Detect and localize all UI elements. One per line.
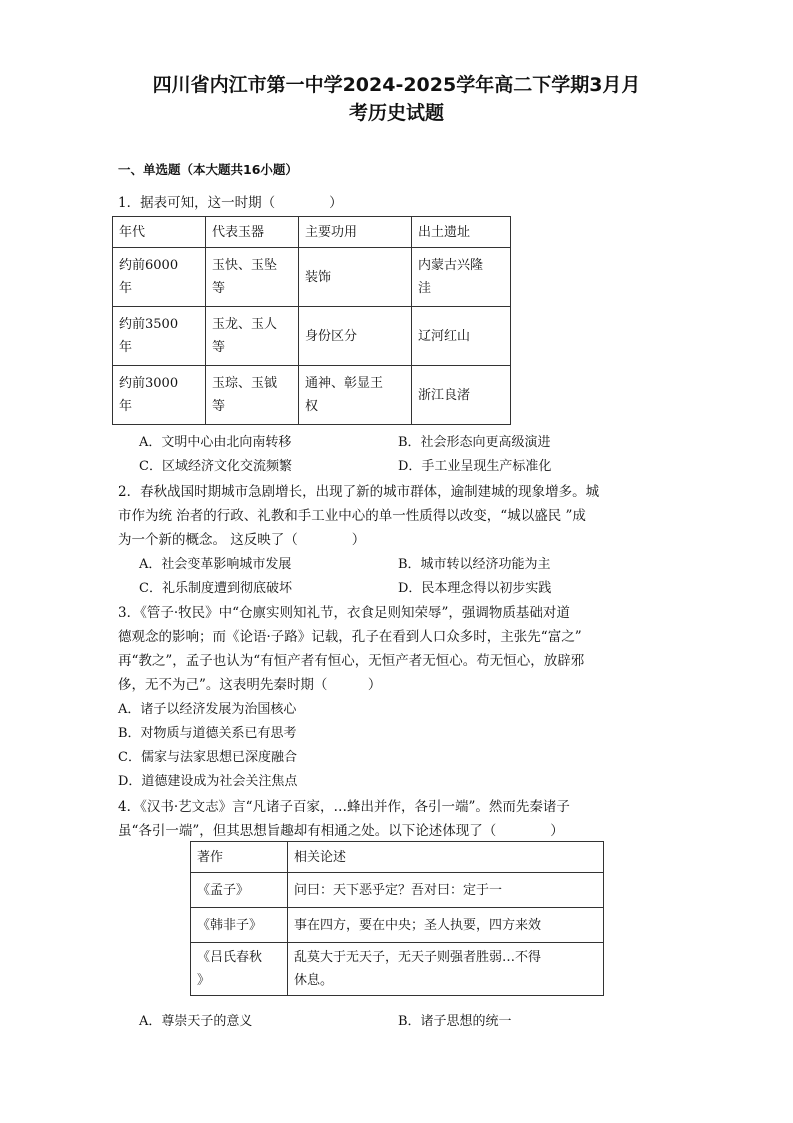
q4-stem-line: 虽“各引一端”，但其思想旨趣却有相通之处。以下论述体现了（ ） <box>118 823 564 839</box>
cell-line: 约前3500 <box>119 317 179 332</box>
table-header-row <box>191 842 604 873</box>
table-cell <box>191 908 288 943</box>
table-cell <box>113 366 206 425</box>
cell-line: 辽河红山 <box>418 328 471 344</box>
cell-line: 《吕氏春秋 <box>197 950 263 965</box>
q4-option-a[interactable]: A．尊崇天子的意义 <box>139 1014 253 1029</box>
q4-stem-line: 4．《汉书·艺文志》言“凡诸子百家，…蜂出并作，各引一端”。然而先秦诸子 <box>118 799 570 815</box>
q3-stem-line: 3．《管子·牧民》中“仓廪实则知礼节，衣食足则知荣辱”，强调物质基础对道 <box>118 605 570 621</box>
q4-table <box>190 841 604 996</box>
table-cell <box>299 366 412 425</box>
cell-line: 身份区分 <box>305 328 358 344</box>
q1-table <box>112 216 511 425</box>
table-cell <box>412 248 511 307</box>
q3-stem-line: 再“教之”，孟子也认为“有恒产者有恒心，无恒产者无恒心。苟无恒心，放辟邪 <box>118 653 585 669</box>
cell-line: 约前6000 <box>119 258 179 273</box>
cell-line: 约前3000 <box>119 376 179 391</box>
header-cell: 代表玉器 <box>206 217 299 248</box>
cell-line: 洼 <box>418 281 432 296</box>
table-cell <box>299 307 412 366</box>
q1-option-d[interactable]: D．手工业呈现生产标准化 <box>398 459 552 474</box>
q3-stem-line: 侈，无不为己”。这表明先秦时期（ ） <box>118 677 382 693</box>
cell-line: 玉快、玉坠 <box>212 258 278 273</box>
cell-line: 年 <box>119 399 133 414</box>
q4-option-b[interactable]: B．诸子思想的统一 <box>398 1014 512 1029</box>
header-cell: 主要功用 <box>299 217 412 248</box>
table-cell <box>206 307 299 366</box>
q1-option-b[interactable]: B．社会形态向更高级演进 <box>398 435 551 450</box>
table-cell <box>206 248 299 307</box>
q2-option-d[interactable]: D．民本理念得以初步实践 <box>398 581 552 596</box>
header-cell: 年代 <box>113 217 206 248</box>
table-cell <box>191 943 288 996</box>
q3-option-c[interactable]: C．儒家与法家思想已深度融合 <box>118 750 297 765</box>
cell-line: 浙江良渚 <box>418 387 471 403</box>
q3-option-a[interactable]: A．诸子以经济发展为治国核心 <box>118 702 297 717</box>
exam-title-line-2: 考历史试题 <box>348 102 444 124</box>
cell-line: 权 <box>305 399 319 414</box>
q1-option-a[interactable]: A．文明中心由北向南转移 <box>139 435 292 450</box>
table-cell <box>191 873 288 908</box>
cell-line: 玉龙、玉人 <box>212 317 278 332</box>
header-cell: 相关论述 <box>288 842 604 873</box>
table-cell <box>412 366 511 425</box>
table-cell <box>113 248 206 307</box>
q2-option-a[interactable]: A．社会变革影响城市发展 <box>139 557 292 572</box>
table-cell <box>288 943 604 996</box>
table-cell <box>299 248 412 307</box>
cell-line: 事在四方，要在中央；圣人执要，四方来效 <box>294 917 542 933</box>
q2-stem-line: 为一个新的概念。 这反映了（ ） <box>118 532 366 548</box>
table-cell <box>288 873 604 908</box>
table-cell <box>412 307 511 366</box>
q3-option-d[interactable]: D．道德建设成为社会关注焦点 <box>118 774 298 789</box>
table-row <box>191 943 604 996</box>
cell-line: 等 <box>212 399 226 414</box>
cell-line: 等 <box>212 281 226 296</box>
cell-line: 玉琮、玉钺 <box>212 376 278 391</box>
table-row <box>113 366 511 425</box>
section-heading: 一、单选题（本大题共16小题） <box>118 162 298 177</box>
cell-line: 乱莫大于无天子，无天子则强者胜弱…不得 <box>294 950 542 965</box>
q3-stem-line: 德观念的影响；而《论语·子路》记载，孔子在看到人口众多时，主张先“富之” <box>118 629 582 645</box>
cell-line: 休息。 <box>294 973 334 988</box>
header-cell: 出土遗址 <box>412 217 511 248</box>
cell-line: 装饰 <box>305 269 332 285</box>
cell-line: 等 <box>212 340 226 355</box>
table-header-row <box>113 217 511 248</box>
q1-option-c[interactable]: C．区域经济文化交流频繁 <box>139 459 292 474</box>
table-row <box>191 908 604 943</box>
cell-line: 《孟子》 <box>197 882 250 898</box>
q1-stem: 1．据表可知，这一时期（ ） <box>118 195 343 211</box>
header-cell: 著作 <box>191 842 288 873</box>
cell-line: 年 <box>119 281 133 296</box>
cell-line: 内蒙古兴隆 <box>418 258 484 273</box>
table-cell <box>206 366 299 425</box>
q2-stem-line: 市作为统 治者的行政、礼教和手工业中心的单一性质得以改变，“城以盛民 ”成 <box>118 508 586 524</box>
table-cell <box>113 307 206 366</box>
q2-option-c[interactable]: C．礼乐制度遭到彻底破坏 <box>139 581 292 596</box>
cell-line: 年 <box>119 340 133 355</box>
cell-line: 问曰：天下恶乎定？吾对曰：定于一 <box>294 882 503 898</box>
cell-line: 通神、彰显王 <box>305 376 384 391</box>
table-row <box>191 873 604 908</box>
q3-option-b[interactable]: B．对物质与道德关系已有思考 <box>118 726 297 741</box>
table-row <box>113 248 511 307</box>
q2-stem-line: 2．春秋战国时期城市急剧增长，出现了新的城市群体，逾制建城的现象增多。城 <box>118 484 600 500</box>
table-cell <box>288 908 604 943</box>
exam-title-line-1: 四川省内江市第一中学2024-2025学年高二下学期3月月 <box>152 74 641 96</box>
q2-option-b[interactable]: B．城市转以经济功能为主 <box>398 557 551 572</box>
cell-line: 》 <box>197 973 211 988</box>
cell-line: 《韩非子》 <box>197 917 263 933</box>
table-row <box>113 307 511 366</box>
